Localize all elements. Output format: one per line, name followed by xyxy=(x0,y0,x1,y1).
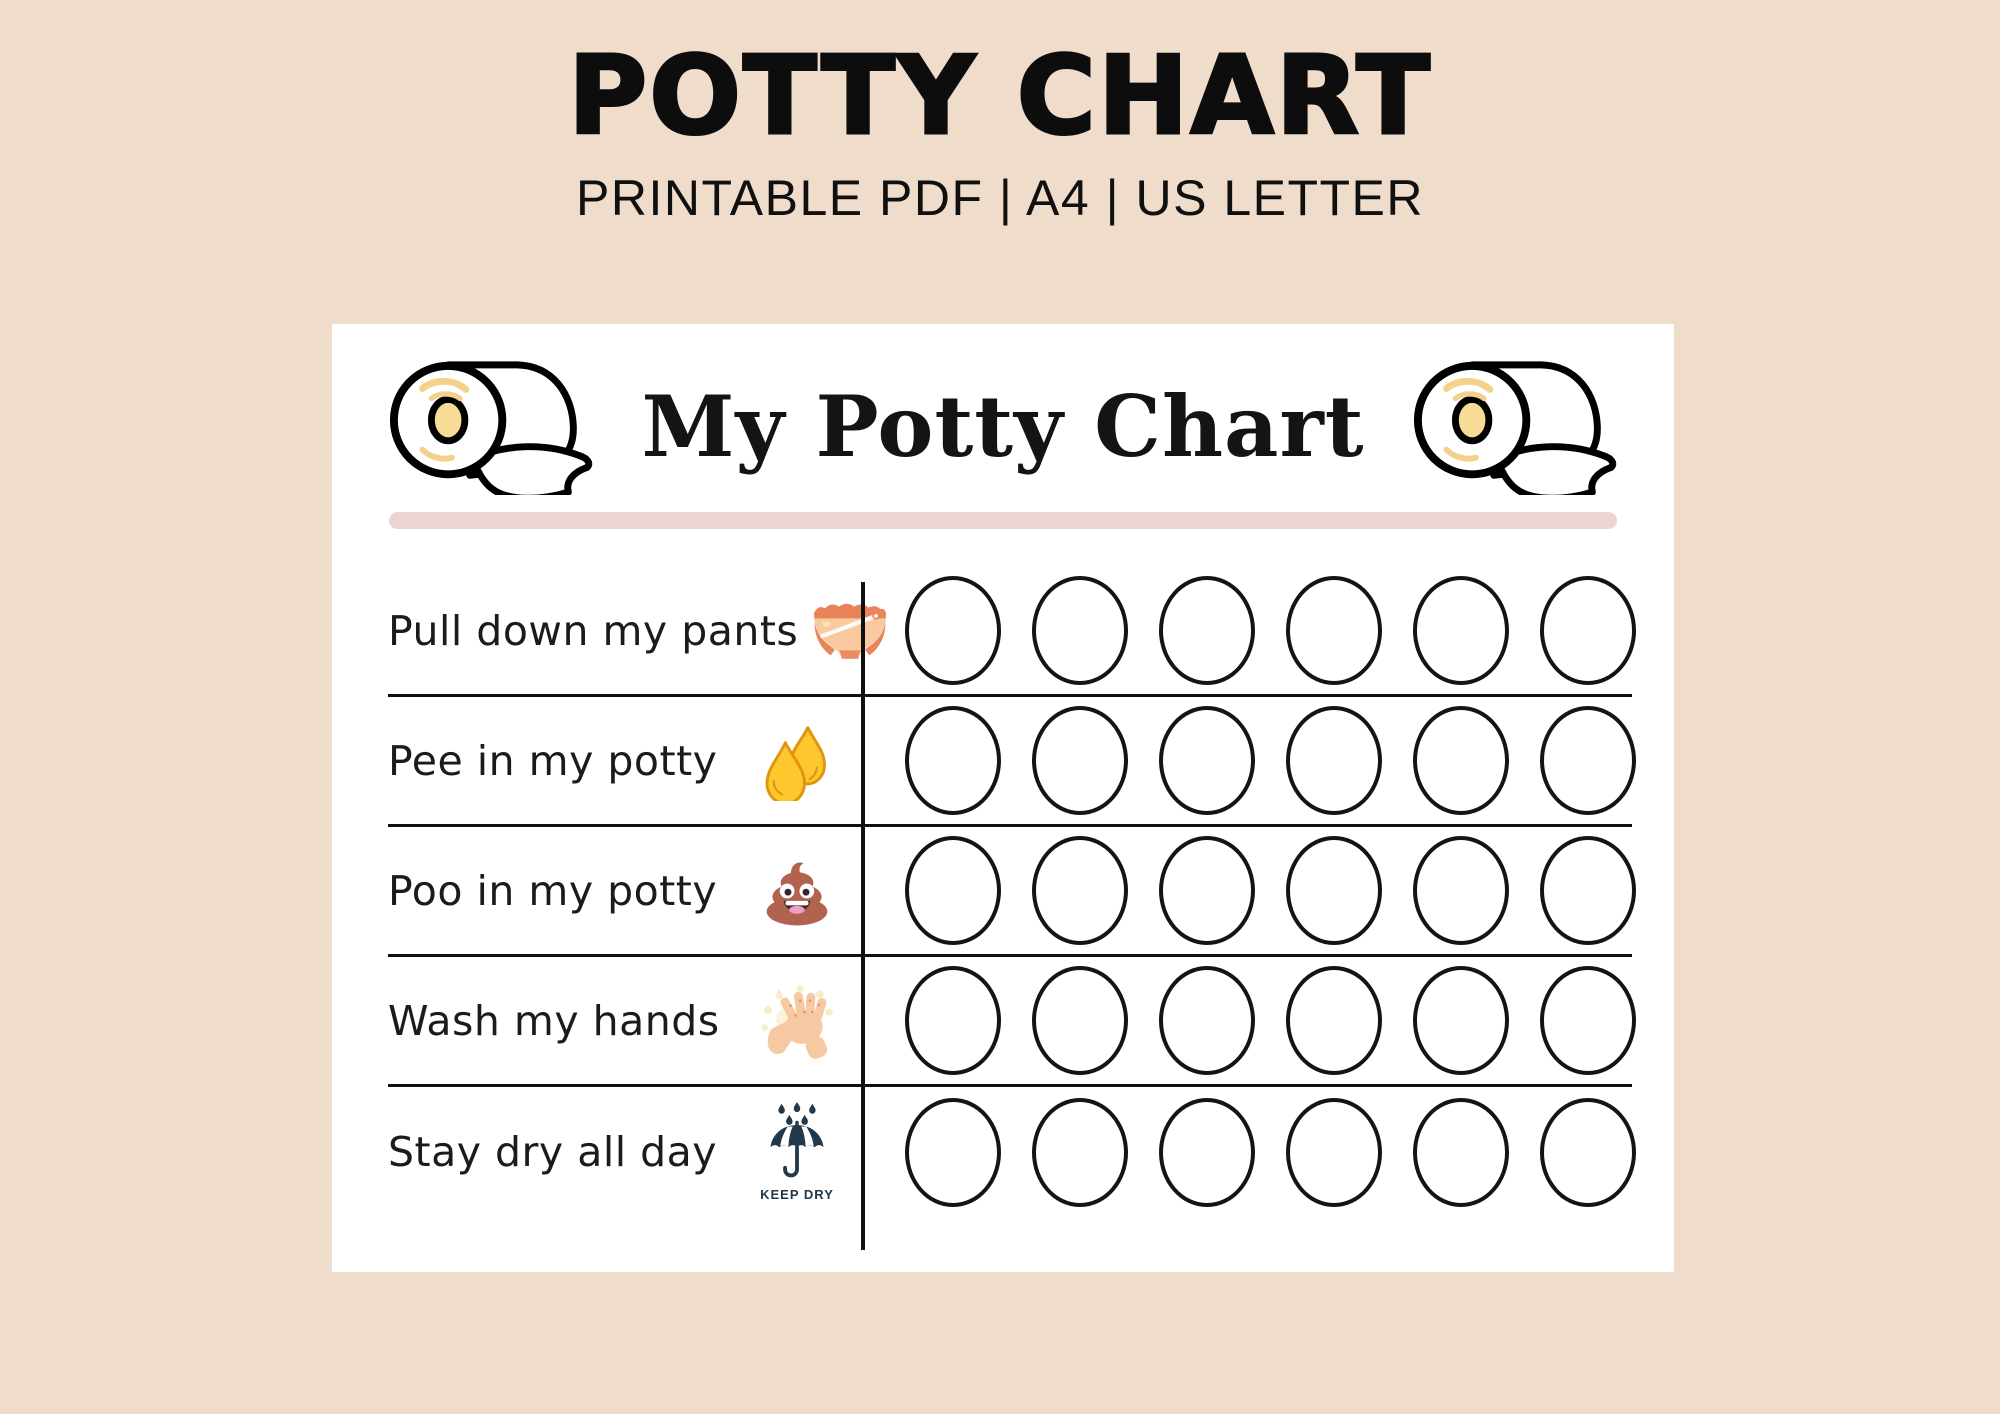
circle-track xyxy=(861,827,1636,954)
row-label-cell xyxy=(388,697,861,824)
tracking-circle xyxy=(1413,836,1509,945)
water-drops-icon xyxy=(745,721,849,801)
tracking-circle xyxy=(1540,836,1636,945)
tracking-circle xyxy=(1159,966,1255,1075)
tracking-circle xyxy=(1159,1098,1255,1207)
toilet-paper-roll-icon xyxy=(385,357,597,495)
tracking-circle xyxy=(1540,1098,1636,1207)
listing-header xyxy=(0,0,2000,227)
tracking-circle xyxy=(1032,836,1128,945)
row-label: Pee in my potty xyxy=(388,736,718,785)
tracking-circle xyxy=(1413,1098,1509,1207)
chart-table xyxy=(388,567,1632,1217)
tracking-circle xyxy=(1540,966,1636,1075)
tracking-circle xyxy=(1286,836,1382,945)
page-subtitle: PRINTABLE PDF | A4 | US LETTER xyxy=(575,170,1425,227)
row-label: Wash my hands xyxy=(388,996,720,1045)
pink-divider-bar xyxy=(389,512,1617,529)
chart-title: My Potty Chart xyxy=(641,376,1365,476)
tracking-circle xyxy=(1286,966,1382,1075)
tracking-circle xyxy=(1032,576,1128,685)
tracking-circle xyxy=(1159,836,1255,945)
tracking-circle xyxy=(1286,576,1382,685)
tracking-circle xyxy=(1413,706,1509,815)
table-row xyxy=(388,1087,1632,1217)
keep-dry-umbrella-icon xyxy=(745,1102,849,1202)
poop-icon xyxy=(745,853,849,929)
table-row xyxy=(388,827,1632,957)
table-vertical-line xyxy=(861,582,865,1250)
row-label-cell xyxy=(388,567,861,694)
tracking-circle xyxy=(905,966,1001,1075)
toilet-paper-roll-icon xyxy=(1409,357,1621,495)
tracking-circle xyxy=(905,706,1001,815)
table-row xyxy=(388,957,1632,1087)
tracking-circle xyxy=(905,576,1001,685)
keep-dry-caption: KEEP DRY xyxy=(760,1187,834,1202)
tracking-circle xyxy=(1286,1098,1382,1207)
row-label: Stay dry all day xyxy=(388,1128,718,1176)
circle-track xyxy=(861,697,1636,824)
tracking-circle xyxy=(905,836,1001,945)
row-label-cell xyxy=(388,1087,861,1217)
potty-chart-page xyxy=(332,324,1674,1272)
tracking-circle xyxy=(1286,706,1382,815)
tracking-circle xyxy=(1159,706,1255,815)
table-row xyxy=(388,567,1632,697)
row-label: Pull down my pants xyxy=(388,606,799,655)
tracking-circle xyxy=(1540,576,1636,685)
circle-track xyxy=(861,567,1636,694)
tracking-circle xyxy=(1413,966,1509,1075)
tracking-circle xyxy=(905,1098,1001,1207)
tracking-circle xyxy=(1032,1098,1128,1207)
tracking-circle xyxy=(1159,576,1255,685)
circle-track xyxy=(861,1087,1636,1217)
row-label: Poo in my potty xyxy=(388,866,718,915)
table-row xyxy=(388,697,1632,827)
row-label-cell xyxy=(388,827,861,954)
row-label-cell xyxy=(388,957,861,1084)
tracking-circle xyxy=(1540,706,1636,815)
tracking-circle xyxy=(1032,706,1128,815)
circle-track xyxy=(861,957,1636,1084)
tracking-circle xyxy=(1032,966,1128,1075)
page-title: POTTY CHART xyxy=(568,34,1432,159)
tracking-circle xyxy=(1413,576,1509,685)
chart-header xyxy=(332,356,1674,496)
washing-hands-icon xyxy=(745,982,849,1060)
